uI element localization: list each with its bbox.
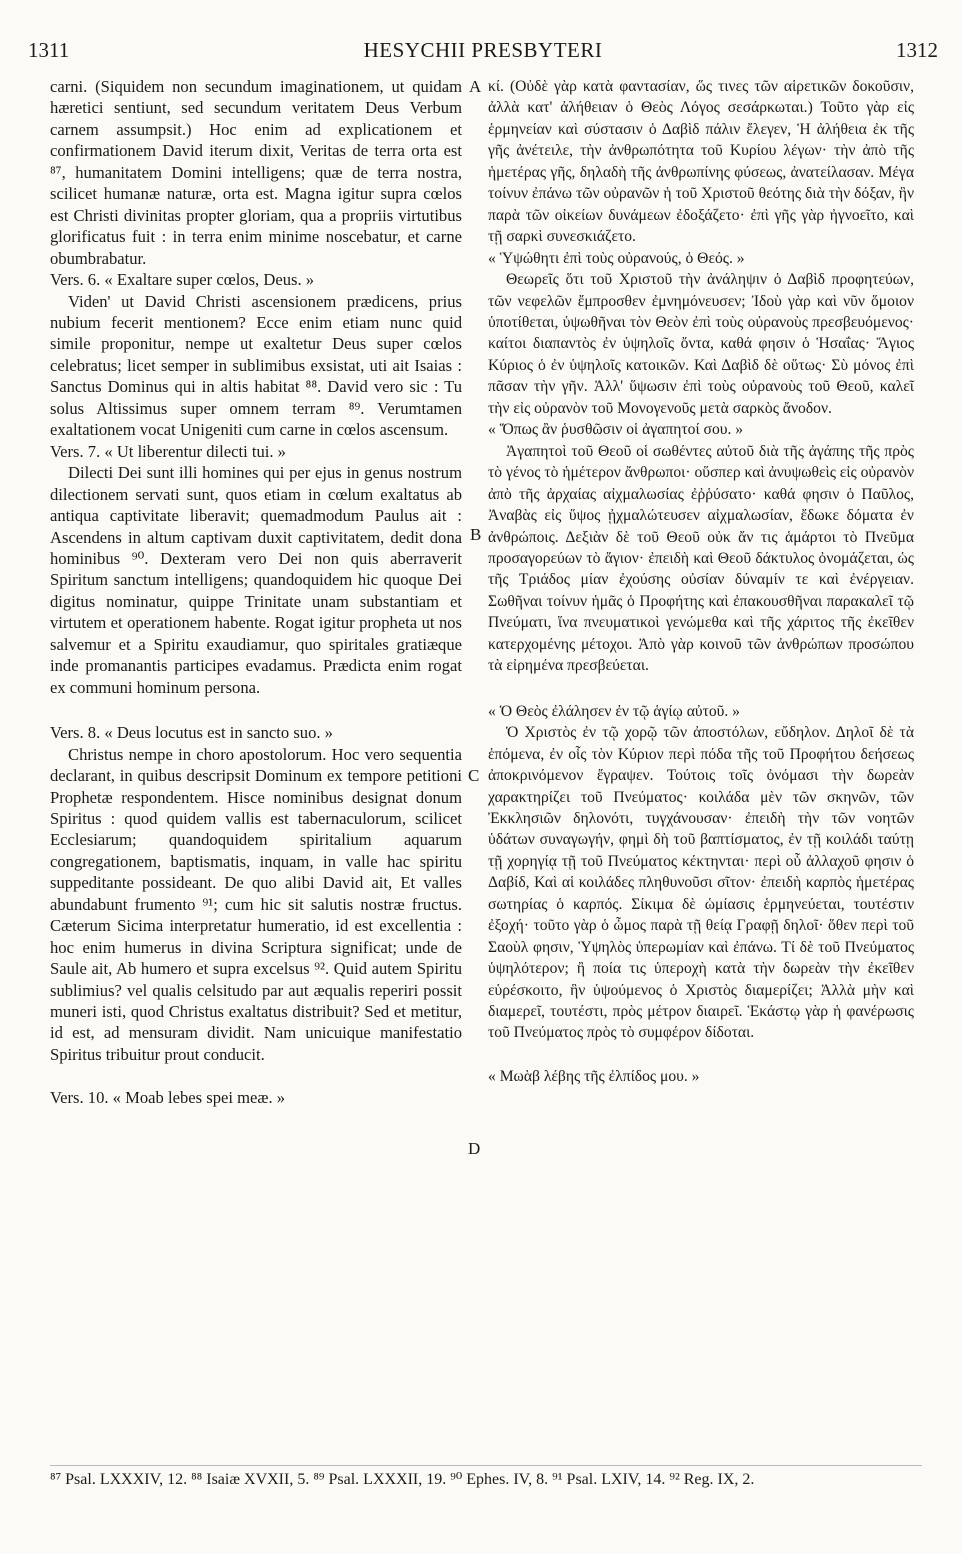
- margin-mark-b: B: [470, 525, 482, 544]
- greek-paragraph: κί. (Οὐδὲ γὰρ κατὰ φαντασίαν, ὥς τινες τῶν αἱρετικῶν δοκοῦσιν, ἀλλὰ κατ' ἀλήθειαν ὁ Θεὸς Λόγος σεσάρκωται.) Τοῦτο γὰρ εἰς ἑρμηνείαν καὶ σύστασιν ὁ Δαβὶδ πάλιν ἔλεγεν, Ἡ ἀλήθεια ἐκ τῆς γῆς ἀνέτειλε, τὴν ἀνθρωπότητα τοῦ Κυρίου λέγων· τὴν ἀπὸ τῆς ἡμετέρας γῆς, δηλαδὴ τῆς ἀνθρωπίνης φύσεως, ἀνατείλασαν. Μέγα τοίνυν ἐπάνω τῶν οὐρανῶν ἡ τοῦ Χριστοῦ θεότης διὰ τὴν δόξαν, ἣν παρὰ τῶν οἰκείων δυνάμεων ἐδοξάζετο· ἐπὶ γῆς γὰρ ἠγνοεῖτο, καὶ τῇ σαρκὶ συνεσκιάζετο.: [488, 78, 914, 246]
- running-title: HESYCHII PRESBYTERI: [363, 38, 603, 62]
- latin-paragraph: Dilecti Dei sunt illi homines qui per ejus in genus nostrum dilectionem servati sunt, quos etiam in cœlum exaltatus ab antiqua captivitate liberavit; quemadmodum Paulus ait : Ascendens in altum captivam duxit captivitatem, dedit dona hominibus ⁹⁰. Dexteram vero Dei non quis aberraverit Spiritum sanctum intelligens; quandoquidem hic quoque Dei digitus nominatur, quippe Trinitate unam substantiam et virtutem et operationem habente. Rogat igitur propheta ut nos salvemur et a Spiritu exaudiamur, quo spiritales gratiæque inde promanantis participes evadamus. Prædicta enim rogat ex communi hominum persona.: [50, 463, 462, 697]
- latin-verse-heading: Vers. 8. « Deus locutus est in sancto suo. »: [50, 723, 333, 743]
- greek-paragraph: Ἀγαπητοὶ τοῦ Θεοῦ οἱ σωθέντες αὐτοῦ διὰ τῆς ἀγάπης τῆς πρὸς τὸ γένος τὸ ἡμέτερον ἄνθρωποι· οὕσπερ καὶ ἀνυψωθεὶς εἰς οὐρανὸν ἀπὸ τῆς ἀρχαίας αἰχμαλωσίας ἐῤῥύσατο· καθά φησιν ὁ Παῦλος, Ἀναβὰς εἰς ὕψος ᾐχμαλώτευσεν αἰχμαλωσίαν, ἔδωκε δόματα ἐν ἀνθρώποις. Δεξιὰν δὲ τοῦ Θεοῦ οὐκ ἄν τις ἁμάρτοι τὸ Πνεῦμα προσαγορεύων τὸ ἅγιον· ἐπειδὴ καὶ Θεοῦ δάκτυλος ὀνομάζεται, ὡς τῆς Τριάδος μίαν ἐχούσης οὐσίαν δύναμίν τε καὶ ἐνέργειαν. Σωθῆναι τοίνυν ἡμᾶς ὁ Προφήτης καὶ ἐπακουσθῆναι παρακαλεῖ τῷ Πνεύματι, ἵνα πνευματικοὶ γενώμεθα καὶ τῆς χάριτος τῆς ἐκεῖθεν κατερχομένης μέτοχοι. Ἀπὸ γὰρ κοινοῦ τῶν ἀνθρώπων προσώπου τὰ εἰρημένα πρεσβεύεται.: [488, 442, 914, 675]
- latin-verse-heading: Vers. 6. « Exaltare super cœlos, Deus. »: [50, 270, 315, 290]
- greek-paragraph: Ὁ Χριστὸς ἐν τῷ χορῷ τῶν ἀποστόλων, εὔδηλον. Δηλοῖ δὲ τὰ ἑπόμενα, ἐν οἷς τὸν Κύριον περὶ πόδα τῆς τοῦ Προφήτου δεήσεως ἀποκρινόμενον ἔγραψεν. Τούτοις τοῖς ὀνόμασι τὴν δωρεὰν χαρακτηρίζει τοῦ Πνεύματος· κοιλάδα μὲν τῶν σκηνῶν, τῶν Ἐκκλησιῶν δηλονότι, τυγχάνουσαν· ἐπειδὴ τὴν τῶν νοητῶν ὑδάτων συναγωγήν, φημὶ δὴ τοῦ βαπτίσματος, ἐν τῇ κοιλάδι ταύτῃ τῇ χορηγίᾳ τῇ τοῦ Πνεύματος κέκτηνται· περὶ οὗ ἀλλαχοῦ φησιν ὁ Δαβίδ, Καὶ αἱ κοιλάδες πληθυνοῦσι σῖτον· ἐπειδὴ καρπὸς ἡμετέρας σωτηρίας ὁ καρπός. Σίκιμα δὲ ὡμίασις ἑρμηνεύεται, τουτέστιν ἐξοχή· τοῦτο γὰρ ὁ ὦμος παρὰ τῇ θείᾳ Γραφῇ δηλοῖ· ὅθεν περὶ τοῦ Σαοὺλ φησιν, Ὑψηλὸς ὑπερωμίαν καὶ ἐπάνω. Τί δὲ τοῦ Πνεύματος ὑψηλότερον; ἢ ποία τις ὑπεροχὴ κατὰ τὴν δωρεὰν τὴν ἐκεῖθεν εὑρέσκοιτο, ἣν ὑψούμενος ὁ Χριστὸς διαμερίζει; Ἀλλὰ μὴν καὶ διαμερεῖ, τουτέστι, πρὸς μέτρον διαιρεῖ. Ἑκάστῳ γὰρ ἡ φανέρωσις τοῦ Πνεύματος πρὸς τὸ συμφέρον δίδοται.: [488, 724, 914, 1042]
- greek-verse-heading: « Μωὰβ λέβης τῆς ἐλπίδος μου. »: [488, 1067, 700, 1085]
- latin-column: [50, 76, 462, 1109]
- page-number-left: 1311: [28, 38, 70, 62]
- greek-verse-heading: « Ὑψώθητι ἐπὶ τοὺς οὐρανούς, ὁ Θεός. »: [488, 249, 745, 267]
- latin-verse-heading: Vers. 10. « Moab lebes spei meæ. »: [50, 1088, 286, 1108]
- greek-column: [488, 76, 914, 1087]
- page-number-right: 1312: [896, 38, 938, 62]
- footnotes: ⁸⁷ Psal. LXXXIV, 12. ⁸⁸ Isaiæ XVXII, 5. ⁸⁹ Psal. LXXXII, 19. ⁹⁰ Ephes. IV, 8. ⁹¹ Psal. LXIV, 14. ⁹² Reg. IX, 2.: [50, 1465, 922, 1490]
- margin-mark-c: C: [468, 766, 480, 785]
- latin-paragraph: Christus nempe in choro apostolorum. Hoc vero sequentia declarant, in quibus descripsit Dominum ex tempore petitioni Prophetæ respondentem. Hisce nominibus designat donum Spiritus : quod quidem vallis est tabernaculorum, scilicet Ecclesiarum; quandoquidem spiritalium aquarum congregationem, baptismatis, inquam, in valle hac spiritu suppeditante possideant. De quo alibi David ait, Et valles abundabunt frumento ⁹¹; cum hic sit salutis nostræ fructus. Cæterum Sicima interpretatur humeratio, id est excellentia : hoc enim humerus in divina Scriptura significat; unde de Saule ait, Ab humero et supra excelsus ⁹². Quid autem Spiritu sublimius? vel qualis celsitudo par aut æqualis reperiri possit muneri isti, quod Christus exaltatus distribuit? Sed et metitur, id est, ad mensuram dividit. Nam unicuique manifestatio Spiritus tribuitur prout conducit.: [50, 744, 462, 1064]
- margin-mark-a: A: [469, 77, 482, 96]
- page-header: [28, 38, 938, 68]
- greek-verse-heading: « Ὅπως ἂν ῥυσθῶσιν οἱ ἀγαπητοί σου. »: [488, 421, 744, 439]
- latin-paragraph: carni. (Siquidem non secundum imaginationem, ut quidam hæretici sentiunt, sed secundum veritatem Deus Verbum carnem assumpsit.) Hoc enim ad explicationem et confirmationem David iterum dixit, Veritas de terra orta est ⁸⁷, humanitatem Domini intelligens; quæ de terra nostra, scilicet humanæ naturæ, orta est. Magna igitur supra cœlos est Christi divinitas propter gloriam, qua a propriis virtutibus glorificatus fuit : in terra enim minime noscebatur, et carne obumbrabatur.: [50, 77, 462, 268]
- greek-paragraph: Θεωρεῖς ὅτι τοῦ Χριστοῦ τὴν ἀνάληψιν ὁ Δαβὶδ προφητεύων, τῶν νεφελῶν ἔμπροσθεν ἐμνημόνευσεν; Ἰδοὺ γὰρ καὶ νῦν ὅμοιον ὑποτίθεται, ὑψωθῆναι τὸν Θεὸν ἐπὶ τοὺς οὐρανοὺς πρεσβευόμενος· καίτοι διαπαντὸς ἐν ὑψηλοῖς ὄντα, καθά φησιν ὁ Ἡσαΐας· Ἅγιος Κύριος ὁ ἐν ὑψηλοῖς κατοικῶν. Καὶ Δαβὶδ δὲ οὕτως· Σὺ μόνος ἐπὶ πᾶσαν τὴν γῆν. Ἀλλ' ὕψωσιν ἐπὶ τοὺς οὐρανοὺς τοῦ Θεοῦ, καλεῖ τὴν εἰς οὐρανὸν τοῦ Μονογενοῦς μετὰ σαρκὸς ἄνοδον.: [488, 271, 914, 417]
- latin-paragraph: Viden' ut David Christi ascensionem prædicens, prius nubium fecerit mentionem? Ecce enim etiam nunc quid simile proponitur, nempe ut exaltetur Deus super cœlos celebratus; licet semper in sublimibus exsistat, uti ait Isaias : Sanctus Dominus qui in altis habitat ⁸⁸. David vero sic : Tu solus Altissimus super omnem terram ⁸⁹. Verumtamen exaltationem vocat Unigeniti cum carne in cœlos ascensum.: [50, 291, 462, 440]
- greek-verse-heading: « Ὁ Θεὸς ἐλάλησεν ἐν τῷ ἁγίῳ αὐτοῦ. »: [488, 702, 740, 720]
- margin-mark-d: D: [468, 1139, 481, 1158]
- latin-verse-heading: Vers. 7. « Ut liberentur dilecti tui. »: [50, 441, 286, 461]
